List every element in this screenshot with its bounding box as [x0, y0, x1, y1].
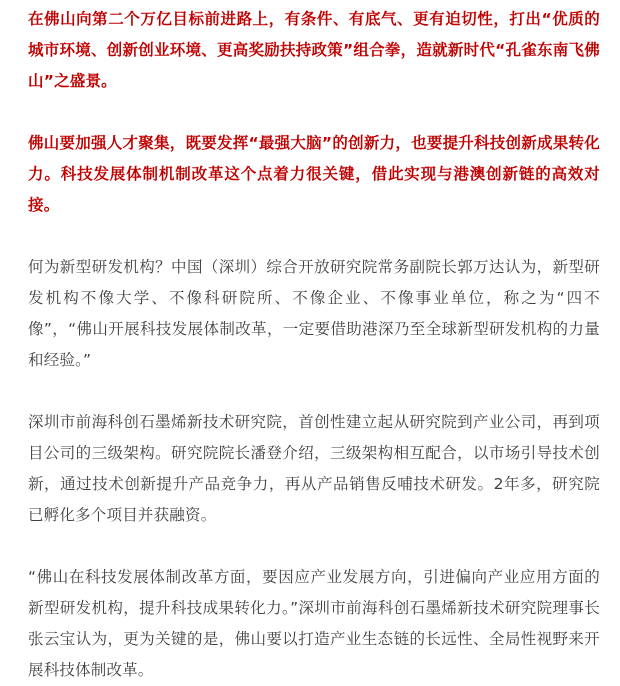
paragraph-gap	[28, 376, 600, 407]
highlight-paragraph-2: 佛山要加强人才聚集，既要发挥“最强大脑”的创新力，也要提升科技创新成果转化力。科技发展体制机制改革这个点着力很关键，借此实现与港澳创新链的高效对接。	[28, 134, 600, 214]
body-paragraph-2: 深圳市前海科创石墨烯新技术研究院，首创性建立起从研究院到产业公司，再到项目公司的三级架构。研究院院长潘登介绍，三级架构相互配合，以市场引导技术创新，通过技术创新提升产品竞争力，再从产品销售反哺技术研发。2年多，研究院已孵化多个项目并获融资。	[28, 413, 600, 524]
article-body	[28, 4, 600, 686]
paragraph-gap	[28, 531, 600, 562]
highlight-paragraph-1: 在佛山向第二个万亿目标前进路上，有条件、有底气、更有迫切性，打出“优质的城市环境、创新创业环境、更高奖励扶持政策”组合拳，造就新时代“孔雀东南飞佛山”之盛景。	[28, 10, 600, 90]
paragraph-gap	[28, 221, 600, 252]
body-paragraph-1: 何为新型研发机构？中国（深圳）综合开放研究院常务副院长郭万达认为，新型研发机构不像大学、不像科研院所、不像企业、不像事业单位，称之为“四不像”，“佛山开展科技发展体制改革，一定要借助港深乃至全球新型研发机构的力量和经验。”	[28, 258, 600, 369]
paragraph-gap	[28, 97, 600, 128]
body-paragraph-3: “佛山在科技发展体制改革方面，要因应产业发展方向，引进偏向产业应用方面的新型研发机构，提升科技成果转化力。”深圳市前海科创石墨烯新技术研究院理事长张云宝认为，更为关键的是，佛山要以打造产业生态链的长远性、全局性视野来开展科技体制改革。	[28, 568, 600, 679]
